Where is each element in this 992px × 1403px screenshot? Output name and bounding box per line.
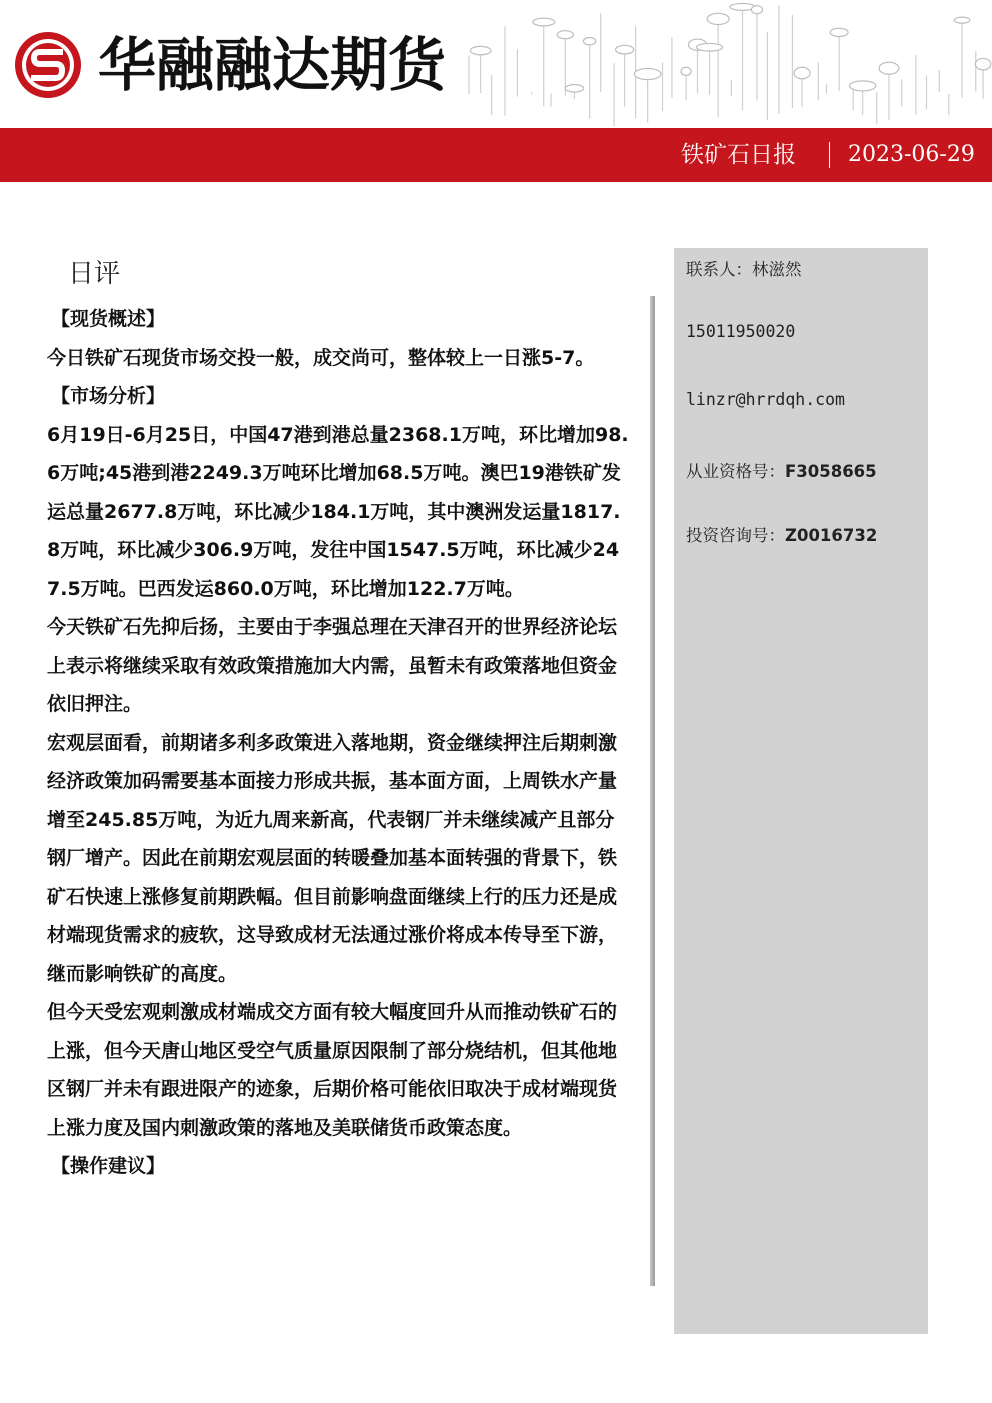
section-title: 日评 (68, 259, 121, 289)
deco-circle (583, 37, 595, 44)
deco-circle (954, 17, 970, 23)
brand-name: 华融融达期货 (98, 31, 447, 99)
report-title: 铁矿石日报 (681, 142, 796, 168)
company-logo (12, 22, 84, 108)
deco-circle (751, 6, 762, 14)
deco-circle (850, 81, 876, 91)
report-date: 2023-06-29 (848, 142, 975, 167)
deco-circle (557, 31, 573, 39)
paragraph-shipments: 6月19日-6月25日，中国47港到港总量2368.1万吨，环比增加98.6万吨;45港到港2249.3万吨环比增加68.5万吨。澳巴19港铁矿发运总量2677.8万吨，环比减少184.1万吨，其中澳洲发运量1817.8万吨，环比减少306.9万吨，发往中国1547.5万吨，环比减少247.5万吨。巴西发运860.0万吨，环比增加122.7万吨。 (47, 423, 629, 600)
report-title-bar (0, 128, 992, 182)
title-separator (829, 142, 830, 168)
consulting-number (686, 522, 877, 546)
paragraph-outlook: 但今天受宏观刺激成材端成交方面有较大幅度回升从而推动铁矿石的上涨，但今天唐山地区受空气质量原因限制了部分烧结机，但其他地区钢厂并未有跟进限产的迹象，后期价格可能依旧取决于成材端现货上涨力度及国内刺激政策的落地及美联储货币政策态度。 (47, 1001, 618, 1139)
contact-person (686, 256, 802, 280)
contact-email[interactable]: linzr@hrrdqh.com (686, 390, 845, 409)
deco-circle (470, 46, 491, 54)
huarong-logo-icon (12, 22, 84, 108)
heading-operation-advice: 【操作建议】 (51, 1155, 166, 1177)
consulting-label: 投资咨询号： (686, 526, 785, 545)
deco-circle (830, 28, 848, 36)
deco-circle (681, 67, 691, 75)
deco-circle (794, 67, 810, 79)
deco-circle (533, 18, 555, 26)
qualification-label: 从业资格号： (686, 462, 785, 481)
consulting-value: Z0016732 (785, 526, 878, 545)
vertical-divider (650, 296, 655, 1286)
heading-market-analysis: 【市场分析】 (51, 385, 166, 407)
paragraph-spot-overview: 今日铁矿石现货市场交投一般，成交尚可，整体较上一日涨5-7。 (47, 346, 595, 369)
qualification-value: F3058665 (785, 462, 877, 481)
deco-circle (707, 13, 729, 24)
commentary-body (47, 300, 631, 1186)
paragraph-macro: 宏观层面看，前期诸多利多政策进入落地期，资金继续押注后期刺激经济政策加码需要基本面接力形成共振，基本面方面，上周铁水产量增至245.85万吨，为近九周来新高，代表钢厂并未继续减产且部分钢厂增产。因此在前期宏观层面的转暖叠加基本面转强的背景下，铁矿石快速上涨修复前期跌幅。但目前影响盘面继续上行的压力还是成材端现货需求的疲软，这导致成材无法通过涨价将成本传导至下游，继而影响铁矿的高度。 (47, 731, 618, 985)
deco-circle (565, 85, 583, 92)
heading-spot-overview: 【现货概述】 (51, 308, 166, 330)
deco-circle (616, 45, 634, 54)
deco-circle (975, 58, 990, 69)
qualification-number (686, 458, 877, 482)
header-decoration (456, 0, 992, 128)
deco-circle (696, 43, 722, 51)
contact-label: 联系人： (686, 260, 752, 279)
deco-circle (879, 62, 899, 74)
contact-panel (674, 248, 928, 1334)
paragraph-price-move: 今天铁矿石先抑后扬，主要由于李强总理在天津召开的世界经济论坛上表示将继续采取有效政策措施加大内需，虽暂未有政策落地但资金依旧押注。 (47, 616, 618, 715)
contact-phone: 15011950020 (686, 322, 796, 341)
deco-circle (634, 68, 661, 79)
contact-name: 林滋然 (752, 260, 802, 279)
